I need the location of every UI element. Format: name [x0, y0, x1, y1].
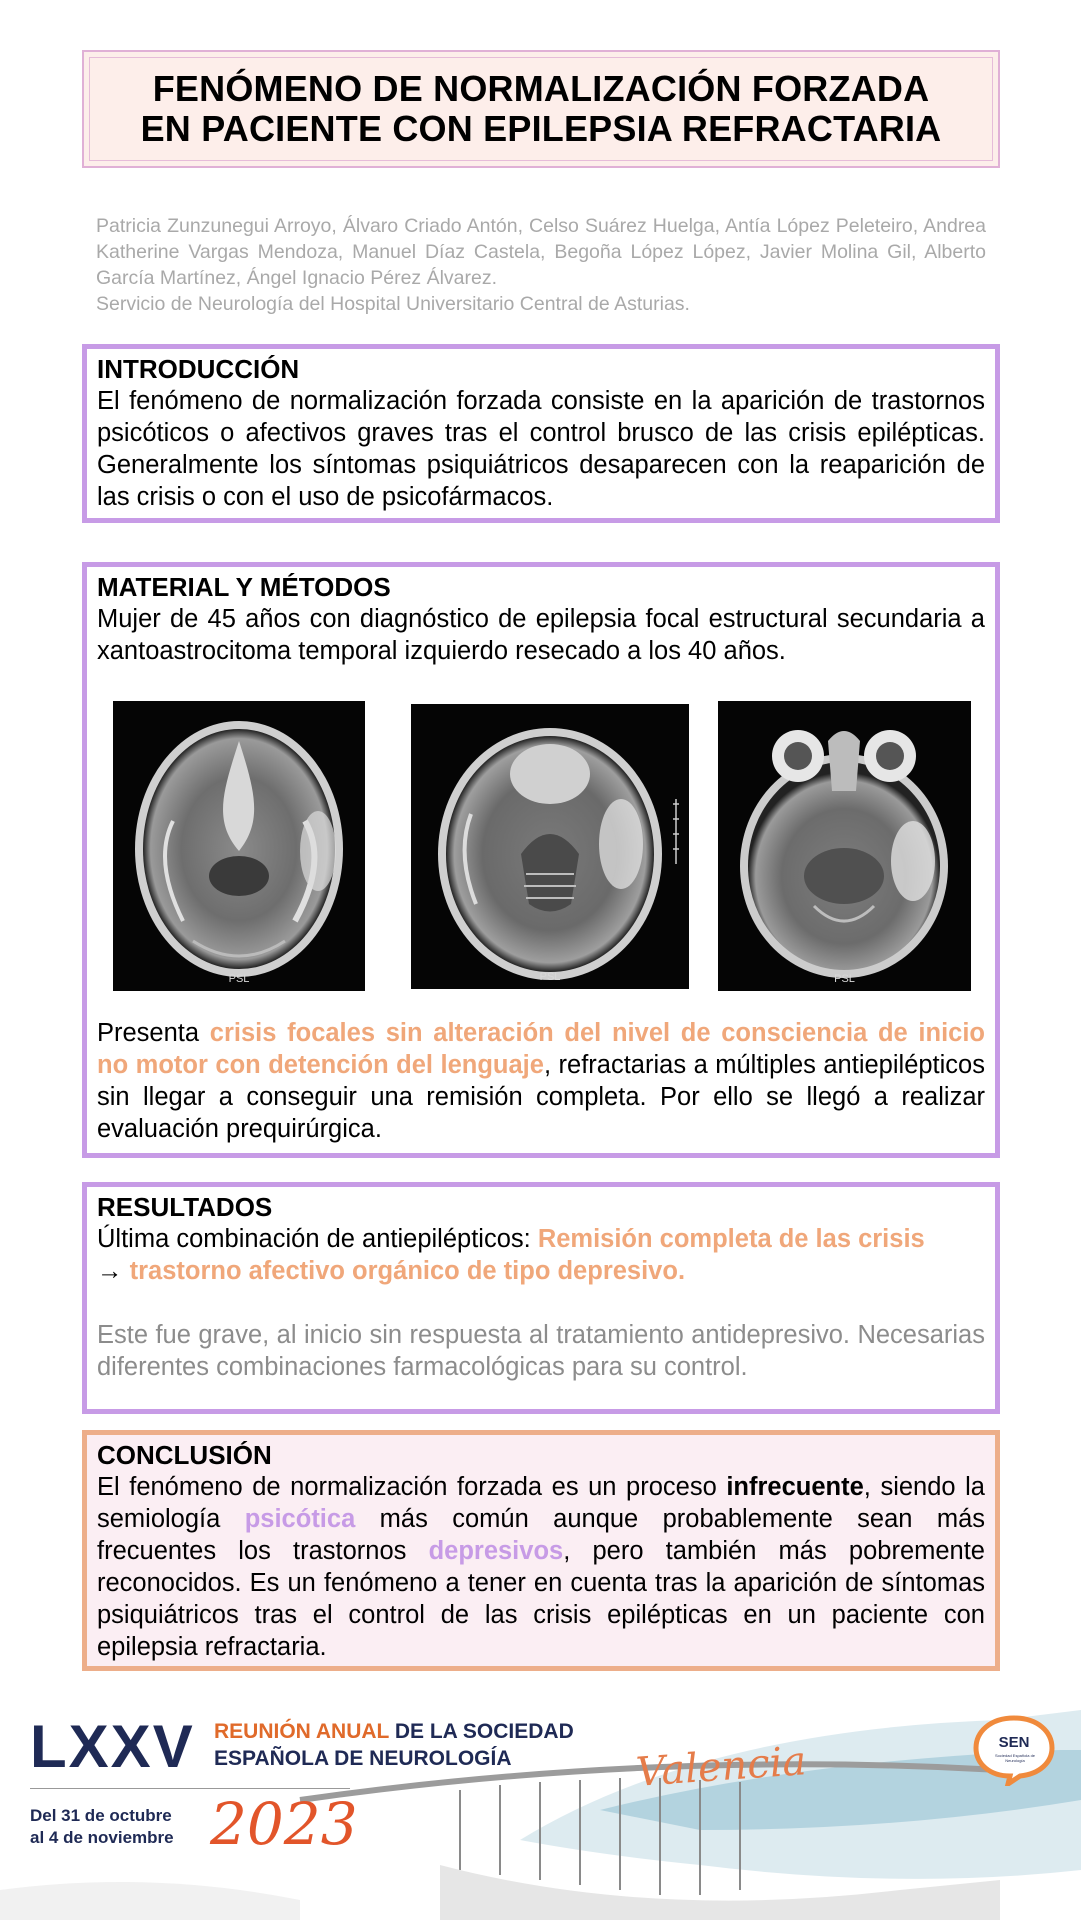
conclusion-part-1: El fenómeno de normalización forzada es un proceso — [97, 1473, 727, 1501]
meeting-name-navy-1: DE LA SOCIEDAD — [389, 1720, 574, 1743]
meeting-name — [214, 1718, 574, 1772]
mri-image-2 — [411, 704, 689, 989]
methods-section — [82, 562, 1000, 1158]
date-line-1: Del 31 de octubre — [30, 1806, 172, 1825]
methods-text-2 — [97, 1017, 985, 1145]
author-affiliation: Servicio de Neurología del Hospital Universitario Central de Asturias. — [96, 293, 690, 315]
conclusion-section — [82, 1430, 1000, 1671]
mri-1-label: PSL — [228, 973, 250, 985]
author-names: Patricia Zunzunegui Arroyo, Álvaro Criado Antón, Celso Suárez Huelga, Antía López Peleteiro, Andrea Katherine Vargas Mendoza, Manuel Díaz Castela, Begoña López López, Javier Molina Gil, Alberto García Martínez, Ángel Ignacio Pérez Álvarez. — [96, 215, 986, 289]
mri-image-3 — [718, 701, 971, 991]
results-heading: RESULTADOS — [97, 1192, 273, 1222]
conclusion-bold: infrecuente — [726, 1473, 864, 1501]
conclusion-part-2: , siendo la semiología — [97, 1473, 985, 1533]
methods-heading: MATERIAL Y MÉTODOS — [97, 572, 391, 602]
mri-3-label: PSL — [834, 973, 855, 985]
conclusion-psicotica: psicótica — [244, 1505, 356, 1533]
meeting-city: Valencia — [634, 1738, 808, 1796]
conclusion-part-3: más común aunque probablemente sean más frecuentes los trastornos — [97, 1505, 986, 1565]
mri-image-1 — [113, 701, 365, 991]
methods-highlight: crisis focales sin alteración del nivel de consciencia de inicio no motor con detención del lenguaje — [97, 1019, 986, 1079]
results-highlight-1: Remisión completa de las crisis — [537, 1225, 925, 1253]
introduction-section — [82, 344, 1000, 523]
meeting-name-orange: REUNIÓN ANUAL — [214, 1720, 390, 1743]
results-text — [97, 1223, 985, 1287]
results-highlight-2: trastorno afectivo orgánico de tipo depresivo. — [129, 1257, 686, 1285]
poster-title — [82, 50, 1000, 168]
title-line-2: EN PACIENTE CON EPILEPSIA REFRACTARIA — [140, 108, 942, 149]
authors-block — [96, 213, 986, 317]
sen-logo — [970, 1714, 1058, 1786]
methods-text-2-pre: Presenta — [97, 1019, 210, 1047]
methods-text-1: Mujer de 45 años con diagnóstico de epilepsia focal estructural secundaria a xantoastrocitoma temporal izquierdo resecado a los 40 años. — [97, 605, 985, 665]
conclusion-heading: CONCLUSIÓN — [97, 1440, 272, 1470]
footer-divider — [30, 1788, 350, 1789]
meeting-year: 2023 — [210, 1790, 358, 1858]
sen-logo-subtext: Sociedad Española de Neurología — [994, 1753, 1036, 1763]
results-pre: Última combinación de antiepilépticos: — [97, 1225, 538, 1253]
conclusion-depresivos: depresivos — [428, 1537, 564, 1565]
meeting-dates — [30, 1805, 174, 1849]
conclusion-part-4: , pero también más pobremente reconocidos. Es un fenómeno a tener en cuenta tras la aparición de síntomas psiquiátricos tras el control de las crisis epilépticas en un paciente con epilepsia refractaria. — [97, 1537, 985, 1661]
introduction-text: El fenómeno de normalización forzada consiste en la aparición de trastornos psicóticos o afectivos graves tras el control brusco de las crisis epilépticas. Generalmente los síntomas psiquiátricos desaparecen con la reaparición de las crisis o con el uso de psicofármacos. — [97, 387, 985, 511]
edition-number: LXXV — [30, 1713, 195, 1780]
mri-2-label: PSL — [539, 971, 561, 983]
results-grey-text: Este fue grave, al inicio sin respuesta al tratamiento antidepresivo. Necesarias diferentes combinaciones farmacológicas para su control. — [97, 1321, 985, 1381]
date-line-2: al 4 de noviembre — [30, 1828, 174, 1847]
conclusion-text — [97, 1471, 985, 1663]
methods-text-2-post: , refractarias a múltiples antiepilépticos sin llegar a conseguir una remisión completa. Por ello se llegó a realizar evaluación prequirúrgica. — [97, 1051, 985, 1143]
results-section — [82, 1182, 1000, 1414]
sen-logo-text: SEN — [998, 1734, 1030, 1751]
arrow-icon: → — [97, 1257, 123, 1285]
meeting-name-navy-2: ESPAÑOLA DE NEUROLOGÍA — [214, 1747, 512, 1770]
title-line-1: FENÓMENO DE NORMALIZACIÓN FORZADA — [152, 68, 930, 109]
introduction-heading: INTRODUCCIÓN — [97, 354, 300, 384]
